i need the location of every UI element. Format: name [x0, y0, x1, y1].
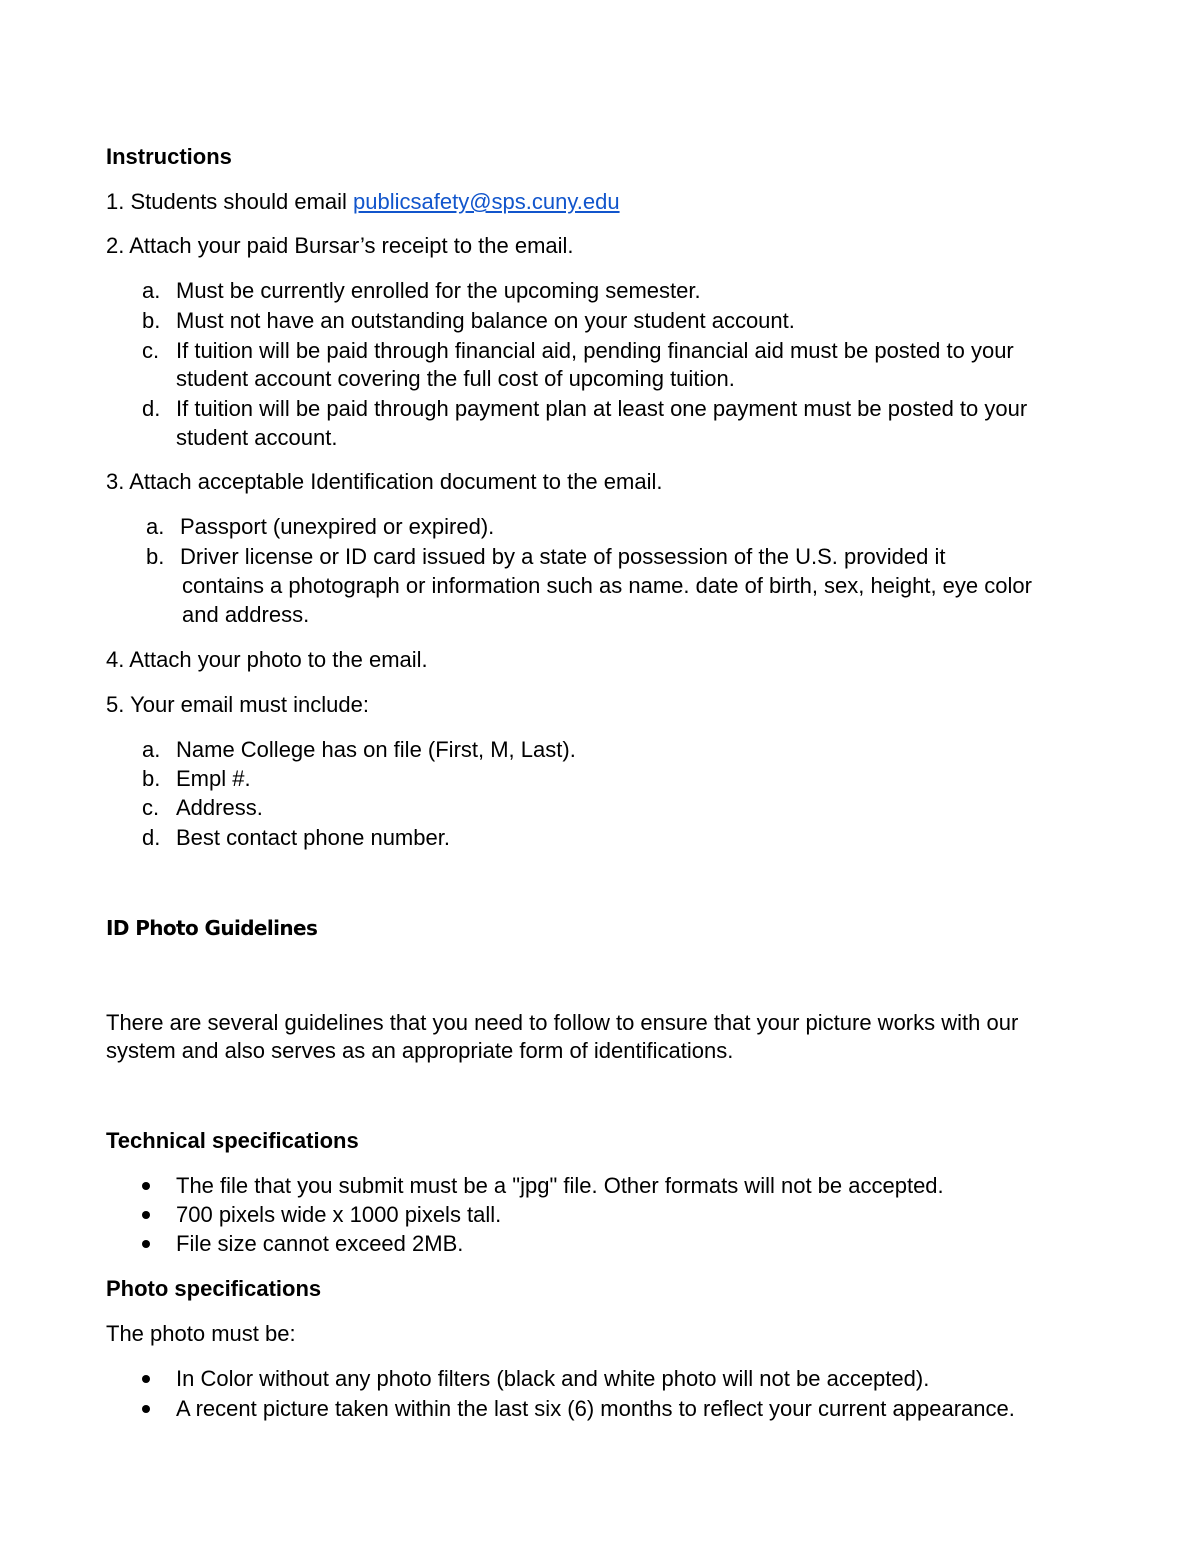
technical-specifications-heading: Technical specifications: [106, 1128, 359, 1153]
id-photo-guidelines-heading: ID Photo Guidelines: [106, 916, 318, 940]
list-item: [142, 280, 701, 302]
step-2: 2. Attach your paid Bursar’s receipt to the email.: [106, 233, 574, 258]
list-item-continuation: contains a photograph or information such as name. date of birth, sex, height, eye color: [182, 573, 1032, 598]
step-1-text: 1. Students should email: [106, 189, 354, 214]
list-item: [142, 739, 576, 761]
list-item-text: If tuition will be paid through payment plan at least one payment must be posted to your: [176, 396, 1028, 421]
list-marker: b.: [146, 544, 165, 569]
photo-intro: The photo must be:: [106, 1321, 296, 1346]
list-marker: c.: [142, 795, 160, 820]
bullet-item-text: 700 pixels wide x 1000 pixels tall.: [176, 1202, 502, 1227]
photo-specifications-heading: Photo specifications: [106, 1276, 322, 1301]
step-5: 5. Your email must include:: [106, 692, 369, 717]
list-item: [142, 797, 263, 819]
list-item-text: Name College has on file (First, M, Last).: [176, 737, 576, 762]
list-item: [142, 827, 450, 849]
bullet-icon: [142, 1375, 150, 1383]
step-1: [106, 191, 620, 213]
list-item: [142, 398, 1027, 420]
email-link[interactable]: publicsafety@sps.cuny.edu: [353, 189, 620, 214]
bullet-item-text: In Color without any photo filters (black and white photo will not be accepted).: [176, 1366, 930, 1391]
bullet-item-text: The file that you submit must be a "jpg" file. Other formats will not be accepted.: [176, 1173, 944, 1198]
list-marker: c.: [142, 338, 160, 363]
bullet-icon: [142, 1240, 150, 1248]
guidelines-intro-line: system and also serves as an appropriate form of identifications.: [106, 1038, 734, 1063]
list-marker: b.: [142, 308, 161, 333]
list-item: [142, 340, 1014, 362]
instructions-heading: Instructions: [106, 144, 232, 169]
list-item: [142, 768, 251, 790]
list-item-text: If tuition will be paid through financial aid, pending financial aid must be posted to your: [176, 338, 1014, 363]
list-item-continuation: and address.: [182, 602, 310, 627]
list-item-text: Address.: [176, 795, 263, 820]
list-marker: a.: [146, 514, 165, 539]
list-marker: a.: [142, 737, 161, 762]
guidelines-intro-line: There are several guidelines that you need to follow to ensure that your picture works with our: [106, 1010, 1019, 1035]
list-item-text: Empl #.: [176, 766, 251, 791]
list-marker: b.: [142, 766, 161, 791]
bullet-item-text: File size cannot exceed 2MB.: [176, 1231, 464, 1256]
list-item: [146, 546, 945, 568]
list-marker: d.: [142, 825, 161, 850]
step-4: 4. Attach your photo to the email.: [106, 647, 428, 672]
list-item-continuation: student account covering the full cost of upcoming tuition.: [176, 366, 735, 391]
bullet-icon: [142, 1405, 150, 1413]
list-item-text: Must be currently enrolled for the upcoming semester.: [176, 278, 701, 303]
bullet-item-text: A recent picture taken within the last six (6) months to reflect your current appearance.: [176, 1396, 1015, 1421]
list-item: [142, 310, 795, 332]
list-item-continuation: student account.: [176, 425, 338, 450]
list-marker: a.: [142, 278, 161, 303]
list-item-text: Passport (unexpired or expired).: [180, 514, 495, 539]
list-item-text: Must not have an outstanding balance on your student account.: [176, 308, 795, 333]
list-item-text: Best contact phone number.: [176, 825, 450, 850]
list-item: [146, 516, 494, 538]
list-marker: d.: [142, 396, 161, 421]
step-3: 3. Attach acceptable Identification document to the email.: [106, 469, 663, 494]
list-item-text: Driver license or ID card issued by a state of possession of the U.S. provided it: [180, 544, 946, 569]
bullet-icon: [142, 1211, 150, 1219]
bullet-icon: [142, 1182, 150, 1190]
